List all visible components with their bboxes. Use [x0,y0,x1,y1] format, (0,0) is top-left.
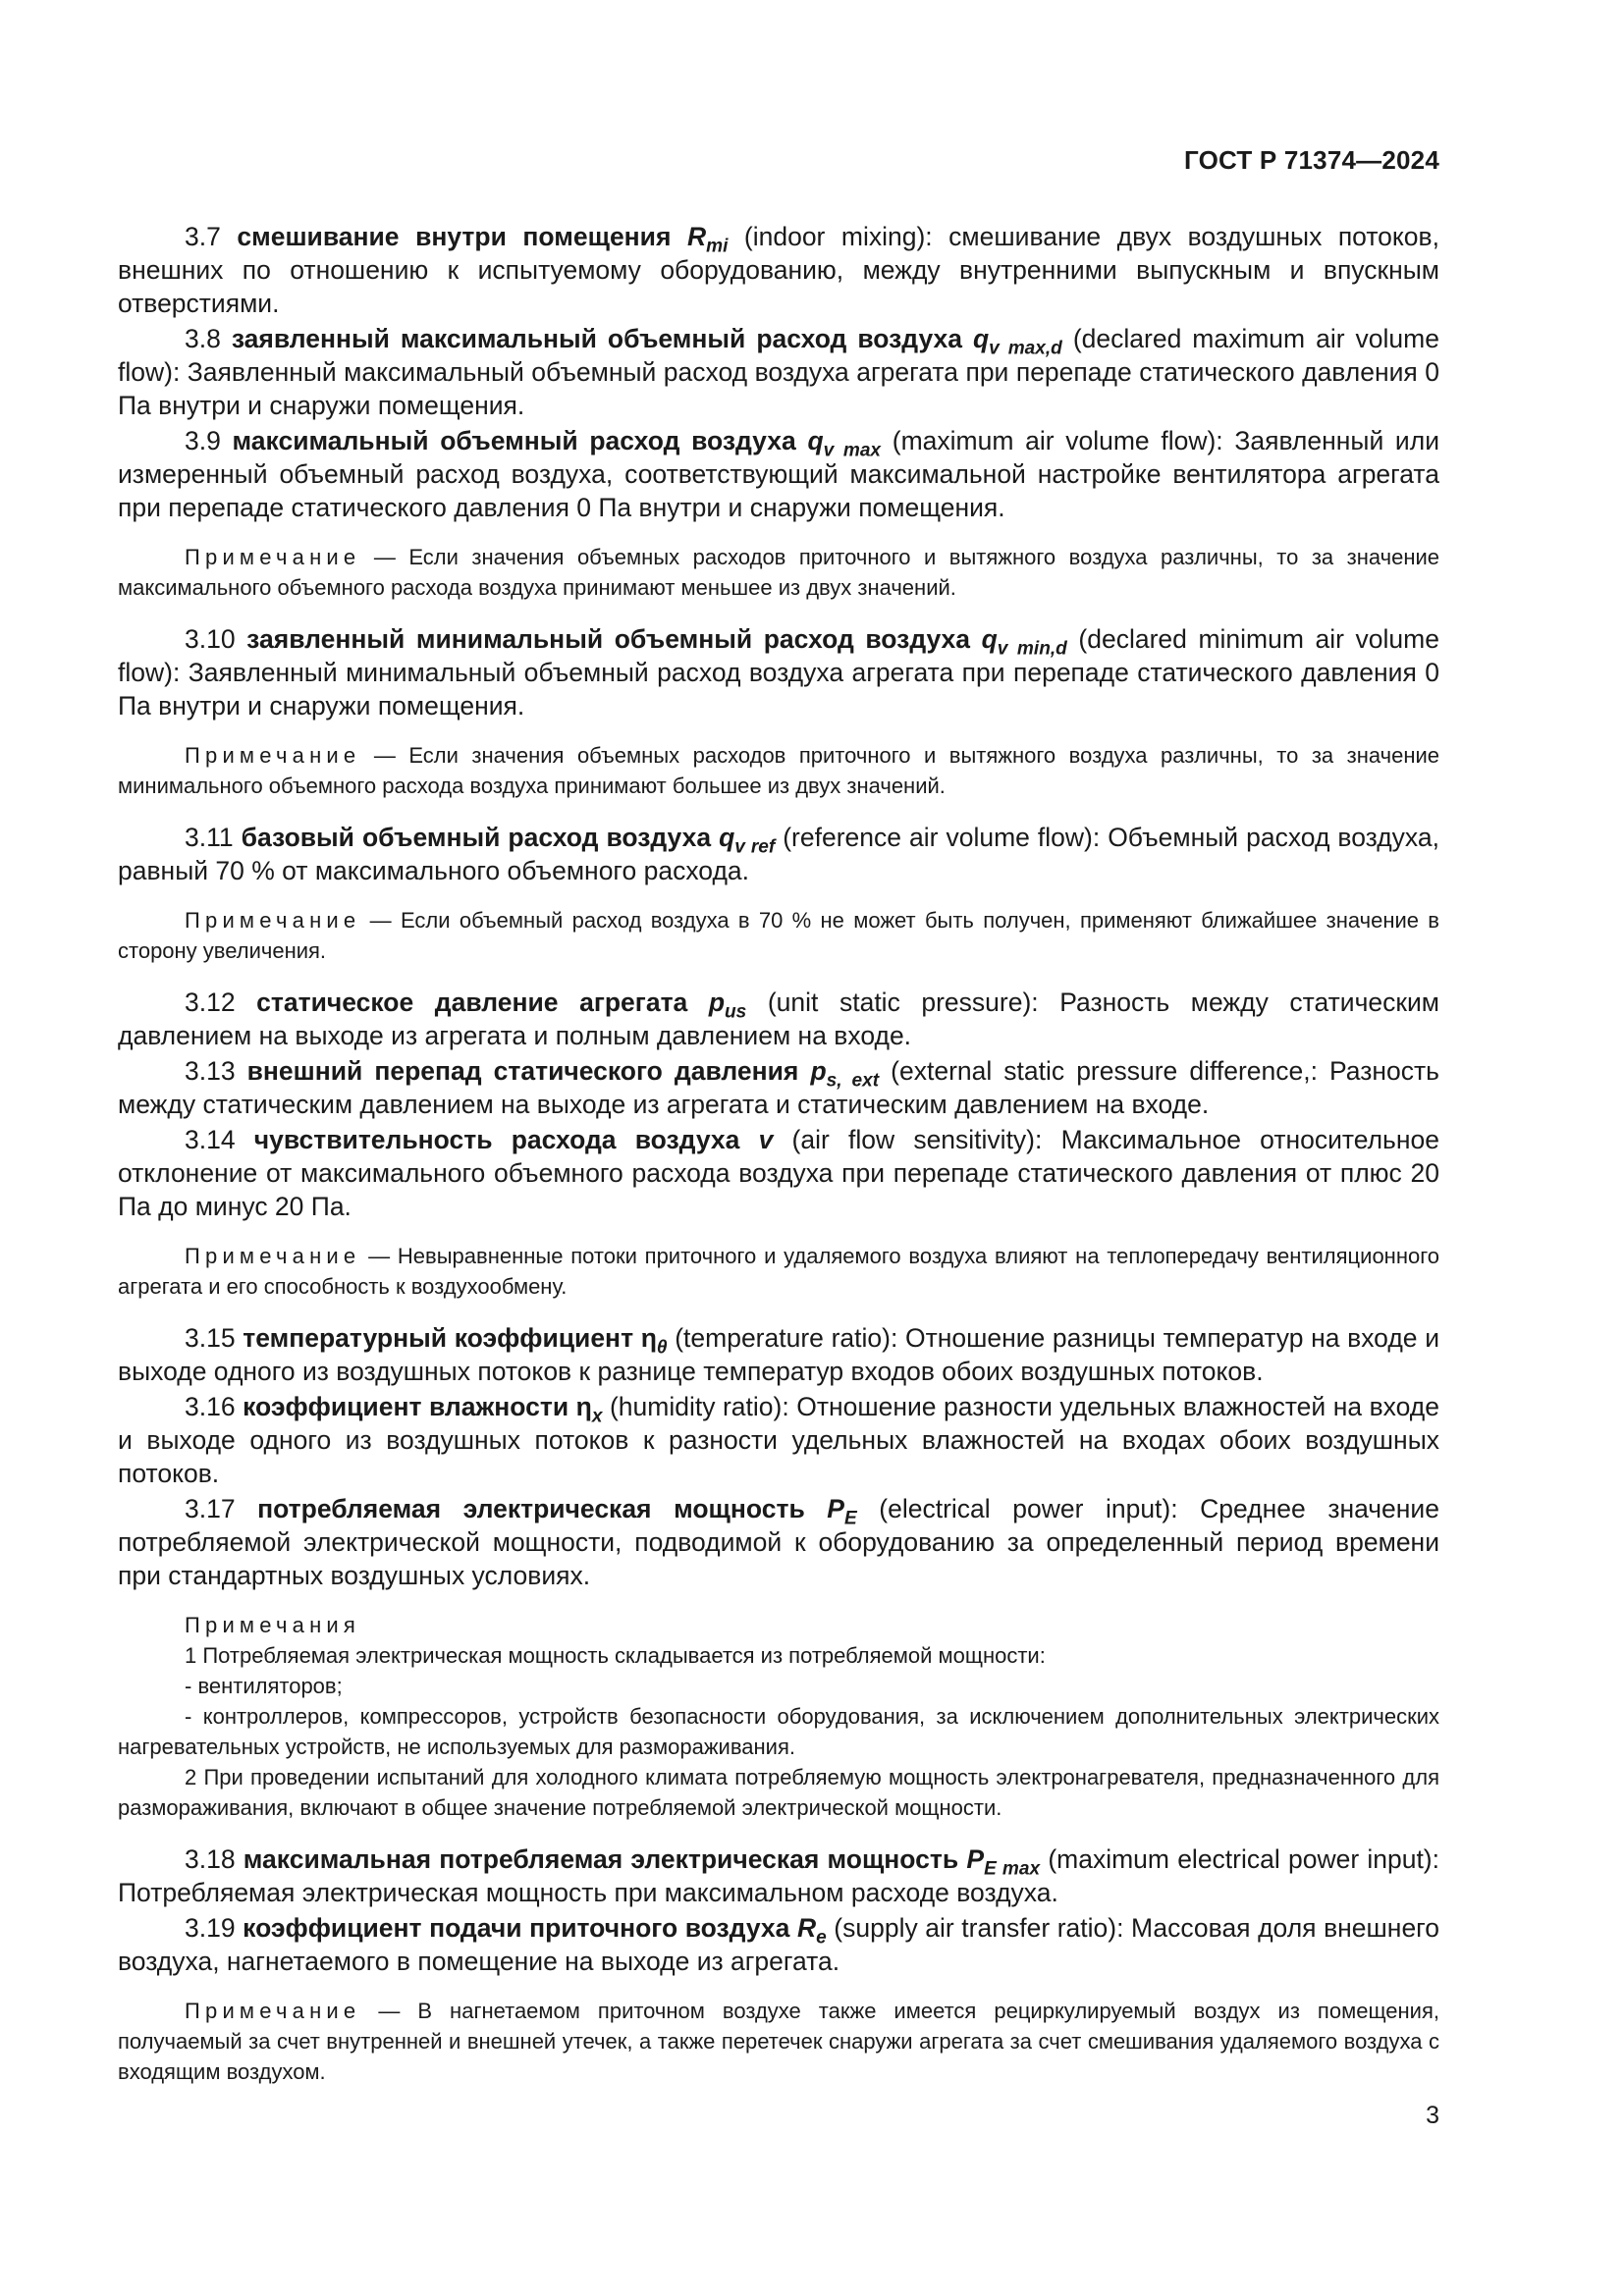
term-number: 3.7 [185,222,221,251]
term-name: температурный коэффициент [243,1323,634,1353]
note-item: - контроллеров, компрессоров, устройств безопасности оборудования, за исключением дополнительных электрических нагревательных устройств, не используемых для размораживания. [118,1704,1439,1759]
term-definition: (declared minimum air volume flow): Заявленный минимальный объемный расход воздуха агрегата при перепаде статического давления 0 Па внутри и снаружи помещения. [118,624,1439,721]
note-label: Примечание [185,1999,361,2023]
note-dash: — [360,545,409,569]
note-text: Если значения объемных расходов приточного и вытяжного воздуха различны, то за значение минимального объемного расхода воздуха принимают большее из двух значений. [118,743,1439,798]
term-number: 3.19 [185,1913,236,1943]
note-3-19 [118,1996,1439,2087]
term-definition: (humidity ratio): Отношение разности удельных влажностей на входе и выходе одного из воздушных потоков к разности удельных влажностей на входах обоих воздушных потоков. [118,1392,1439,1488]
term-3-19 [118,1911,1439,1978]
term-name: максимальная потребляемая электрическая мощность [243,1844,959,1874]
term-number: 3.16 [185,1392,236,1421]
term-symbol: p [810,1056,827,1086]
note-item: - вентиляторов; [185,1674,343,1698]
term-name: заявленный максимальный объемный расход воздуха [231,324,962,353]
document-body [118,220,1439,2107]
term-symbol: η [575,1392,592,1421]
term-number: 3.12 [185,988,236,1017]
notes-heading [118,1610,1439,1640]
term-number: 3.8 [185,324,221,353]
note-dash: — [360,1244,398,1268]
term-symbol: R [796,1913,817,1943]
term-symbol: q [807,426,824,455]
term-name: потребляемая электрическая мощность [257,1494,805,1523]
term-definition: (air flow sensitivity): Максимальное относительное отклонение от максимального объемного расхода воздуха при перепаде статического давления от плюс 20 Па до минус 20 Па. [118,1125,1439,1221]
term-symbol-subscript: v min,d [997,638,1067,660]
term-3-9 [118,424,1439,524]
term-symbol: P [827,1494,844,1523]
note-3-9 [118,542,1439,603]
term-3-15 [118,1321,1439,1388]
term-number: 3.13 [185,1056,236,1086]
note-dash: — [360,1999,418,2023]
notes-label: Примечания [185,1613,361,1637]
term-name: коэффициент подачи приточного воздуха [243,1913,790,1943]
term-definition: (declared maximum air volume flow): Заявленный максимальный объемный расход воздуха агрегата при перепаде статического давления 0 Па внутри и снаружи помещения. [118,324,1439,420]
term-3-17 [118,1492,1439,1592]
term-symbol-subscript: E max [984,1858,1041,1880]
term-symbol-subscript: e [816,1927,827,1949]
term-definition: (reference air volume flow): Объемный расход воздуха, равный 70 % от максимального объемного расхода. [118,823,1439,885]
term-definition: (supply air transfer ratio): Массовая доля внешнего воздуха, нагнетаемого в помещение на выходе из агрегата. [118,1913,1439,1976]
term-symbol: q [972,324,990,353]
term-number: 3.15 [185,1323,236,1353]
note-text: Невыравненные потоки приточного и удаляемого воздуха влияют на теплопередачу вентиляционного агрегата и его способность к воздухообмену. [118,1244,1439,1299]
term-number: 3.18 [185,1844,236,1874]
term-3-14 [118,1123,1439,1223]
term-symbol-subscript: us [725,1001,747,1023]
term-symbol: R [686,222,707,251]
term-symbol-subscript: x [591,1406,603,1427]
term-name: базовый объемный расход воздуха [241,823,712,852]
note-dash: — [360,743,409,768]
term-name: максимальный объемный расход воздуха [232,426,796,455]
notes-3-17 [118,1610,1439,1823]
term-name: чувствительность расхода воздуха [253,1125,740,1154]
note-dash: — [360,908,401,933]
term-definition: (electrical power input): Среднее значение потребляемой электрической мощности, подводимой к оборудованию за определенный период времени при стандартных воздушных условиях. [118,1494,1439,1590]
term-3-11 [118,821,1439,887]
term-symbol-subscript: v max [823,440,882,461]
term-definition: (maximum electrical power input): Потребляемая электрическая мощность при максимальном расходе воздуха. [118,1844,1439,1907]
term-symbol: P [966,1844,985,1874]
term-symbol: q [981,624,998,654]
term-3-13 [118,1054,1439,1121]
document-header: ГОСТ Р 71374—2024 [1184,145,1439,175]
page-number: 3 [1426,2102,1439,2129]
note-label: Примечание [185,743,361,768]
term-name: заявленный минимальный объемный расход воздуха [246,624,971,654]
term-symbol-subscript: θ [656,1337,668,1359]
note-text: Если объемный расход воздуха в 70 % не может быть получен, применяют ближайшее значение в сторону увеличения. [118,908,1439,963]
term-definition: (external static pressure difference,: Разность между статическим давлением на выходе из агрегата и статическим давлением на входе. [118,1056,1439,1119]
term-3-12 [118,986,1439,1052]
note-item: 1 Потребляемая электрическая мощность складывается из потребляемой мощности: [185,1643,1046,1668]
term-name: смешивание внутри помещения [237,222,672,251]
term-definition: (temperature ratio): Отношение разницы температур на входе и выходе одного из воздушных потоков к разнице температур входов обоих воздушных потоков. [118,1323,1440,1386]
term-symbol: q [719,823,735,852]
term-number: 3.14 [185,1125,236,1154]
note-3-11 [118,905,1439,966]
term-number: 3.10 [185,624,236,654]
term-symbol-subscript: E [843,1508,857,1529]
term-symbol-subscript: s, ext [826,1070,880,1092]
term-name: статическое давление агрегата [256,988,688,1017]
term-symbol: p [708,988,726,1017]
term-number: 3.9 [185,426,221,455]
term-name: внешний перепад статического давления [246,1056,799,1086]
term-number: 3.11 [185,823,234,852]
term-name: коэффициент влажности [243,1392,569,1421]
term-3-18 [118,1842,1439,1909]
note-text: В нагнетаемом приточном воздухе также имеется рециркулируемый воздух из помещения, получаемый за счет внутренней и внешней утечек, а также перетечек снаружи агрегата за счет смешивания удаляемого воздуха с входящим воздухом. [118,1999,1439,2084]
term-symbol: η [640,1323,657,1353]
term-3-8 [118,322,1439,422]
term-symbol: v [758,1125,774,1154]
term-definition: (unit static pressure): Разность между статическим давлением на выходе из агрегата и полным давлением на входе. [118,988,1439,1050]
note-label: Примечание [185,545,361,569]
term-symbol-subscript: mi [706,236,729,257]
term-definition: (maximum air volume flow): Заявленный или измеренный объемный расход воздуха, соответствующий максимальной настройке вентилятора агрегата при перепаде статического давления 0 Па внутри и снаружи помещения. [118,426,1440,522]
term-symbol-subscript: v max,d [989,338,1062,359]
term-symbol-subscript: v ref [734,836,776,858]
note-3-10 [118,740,1439,801]
term-3-7 [118,220,1439,320]
term-3-10 [118,622,1439,722]
term-definition: (indoor mixing): смешивание двух воздушных потоков, внешних по отношению к испытуемому оборудованию, между внутренними выпускным и впускным отверстиями. [118,222,1439,318]
note-text: Если значения объемных расходов приточного и вытяжного воздуха различны, то за значение максимального объемного расхода воздуха принимают меньшее из двух значений. [118,545,1439,600]
note-label: Примечание [185,908,361,933]
note-item: 2 При проведении испытаний для холодного климата потребляемую мощность электронагревателя, предназначенного для размораживания, включают в общее значение потребляемой электрической мощности. [118,1765,1439,1820]
note-3-14 [118,1241,1439,1302]
term-number: 3.17 [185,1494,236,1523]
note-label: Примечание [185,1244,361,1268]
term-3-16 [118,1390,1439,1490]
